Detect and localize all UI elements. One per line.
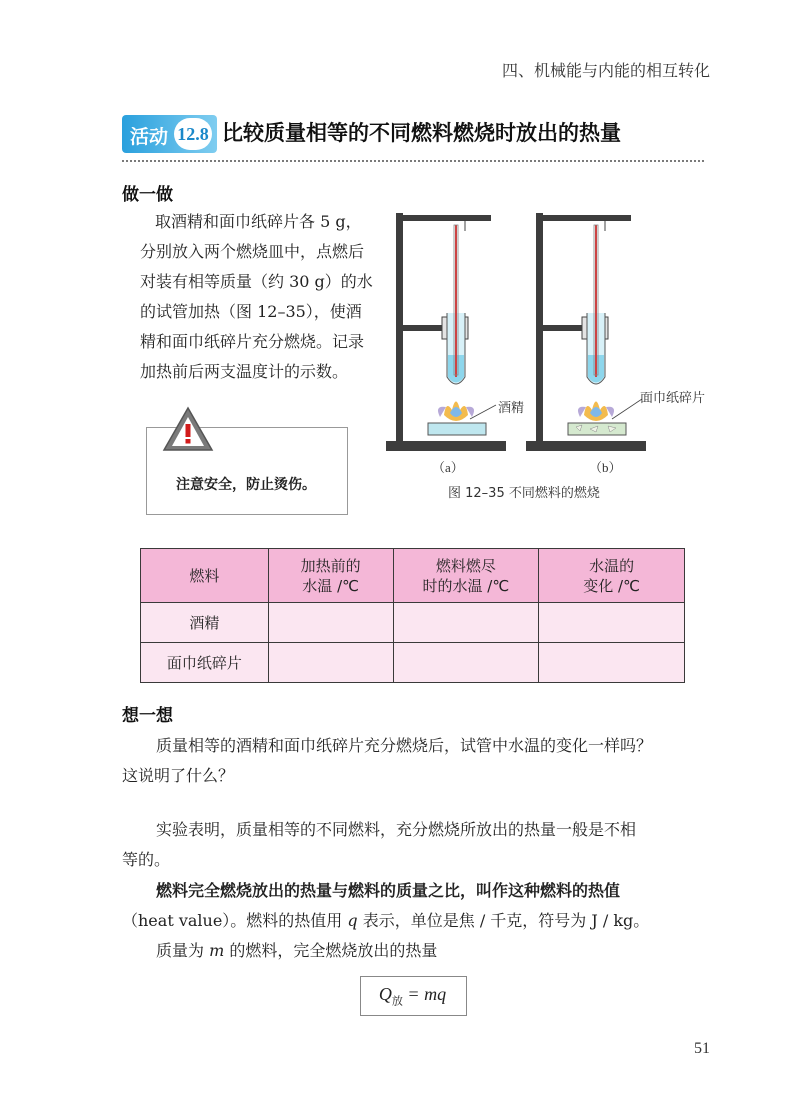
- think-paragraph: [122, 731, 722, 791]
- conclusion-paragraph: [122, 815, 722, 875]
- table-cell: [539, 603, 685, 643]
- apparatus-a-illustration: [380, 205, 510, 455]
- table-cell-fuel: 面巾纸碎片: [141, 643, 269, 683]
- running-header: 四、机械能与内能的相互转化: [501, 61, 710, 80]
- fuel-label-alcohol: 酒精: [498, 400, 525, 415]
- do-line: 精和面巾纸碎片充分燃烧。记录: [140, 332, 365, 351]
- table-cell: [268, 643, 393, 683]
- do-line: 的试管加热（图 12–35），使酒: [140, 302, 362, 321]
- equation: $Q_放$ = mq: [378, 984, 447, 1008]
- mass-line: 质量为 m 的燃料，完全燃烧放出的热量: [156, 941, 438, 960]
- dotted-divider: [122, 160, 704, 162]
- activity-number: 12.8: [174, 118, 212, 150]
- conclusion-line: 实验表明，质量相等的不同燃料，充分燃烧所放出的热量一般是不相: [156, 820, 637, 839]
- definition-bold-text: 燃料完全燃烧放出的热量与燃料的质量之比，叫作这种燃料的热值: [156, 881, 621, 900]
- definition-paragraph: [122, 876, 722, 966]
- table-header-cell: 燃料: [141, 549, 269, 603]
- figure-label-a: （a）: [432, 460, 464, 475]
- page-number: 51: [694, 1040, 710, 1057]
- variable-m: m: [209, 941, 225, 960]
- think-line: 这说明了什么？: [122, 766, 235, 785]
- table-cell: [393, 603, 539, 643]
- activity-label: 活动: [130, 126, 169, 148]
- table-row: [141, 603, 685, 643]
- table-cell: [539, 643, 685, 683]
- table-row: [141, 643, 685, 683]
- table-header-cell: 燃料燃尽 时的水温 /℃: [393, 549, 539, 603]
- table-header-row: [141, 549, 685, 603]
- do-line: 分别放入两个燃烧皿中，点燃后: [140, 242, 365, 261]
- think-heading: 想一想: [122, 706, 173, 726]
- warning-text: 注意安全，防止烫伤。: [176, 477, 316, 493]
- variable-q: q: [347, 911, 358, 930]
- think-line: 质量相等的酒精和面巾纸碎片充分燃烧后，试管中水温的变化一样吗？: [156, 736, 653, 755]
- activity-title: 比较质量相等的不同燃料燃烧时放出的热量: [222, 121, 621, 145]
- warning-triangle-icon: [162, 405, 214, 453]
- conclusion-line: 等的。: [122, 850, 171, 869]
- figure-caption: 图 12–35 不同燃料的燃烧: [448, 486, 600, 501]
- table-cell: [268, 603, 393, 643]
- fuel-label-tissue: 面巾纸碎片: [640, 390, 706, 405]
- table-header-cell: 加热前的 水温 /℃: [268, 549, 393, 603]
- definition-line: （heat value）。燃料的热值用 q 表示，单位是焦 / 千克，符号为 J / kg。: [122, 911, 650, 930]
- do-line: 取酒精和面巾纸碎片各 5 g，: [155, 212, 362, 231]
- do-line: 加热前后两支温度计的示数。: [140, 362, 349, 381]
- do-line: 对装有相等质量（约 30 g）的水: [140, 272, 373, 291]
- table-cell-fuel: 酒精: [141, 603, 269, 643]
- figure-label-b: （b）: [589, 460, 622, 475]
- data-table: [140, 548, 685, 683]
- do-heading: 做一做: [122, 185, 173, 205]
- apparatus-b-illustration: [520, 205, 650, 455]
- do-paragraph: [140, 207, 380, 387]
- table-cell: [393, 643, 539, 683]
- table-header-cell: 水温的 变化 /℃: [539, 549, 685, 603]
- activity-badge: [122, 115, 217, 153]
